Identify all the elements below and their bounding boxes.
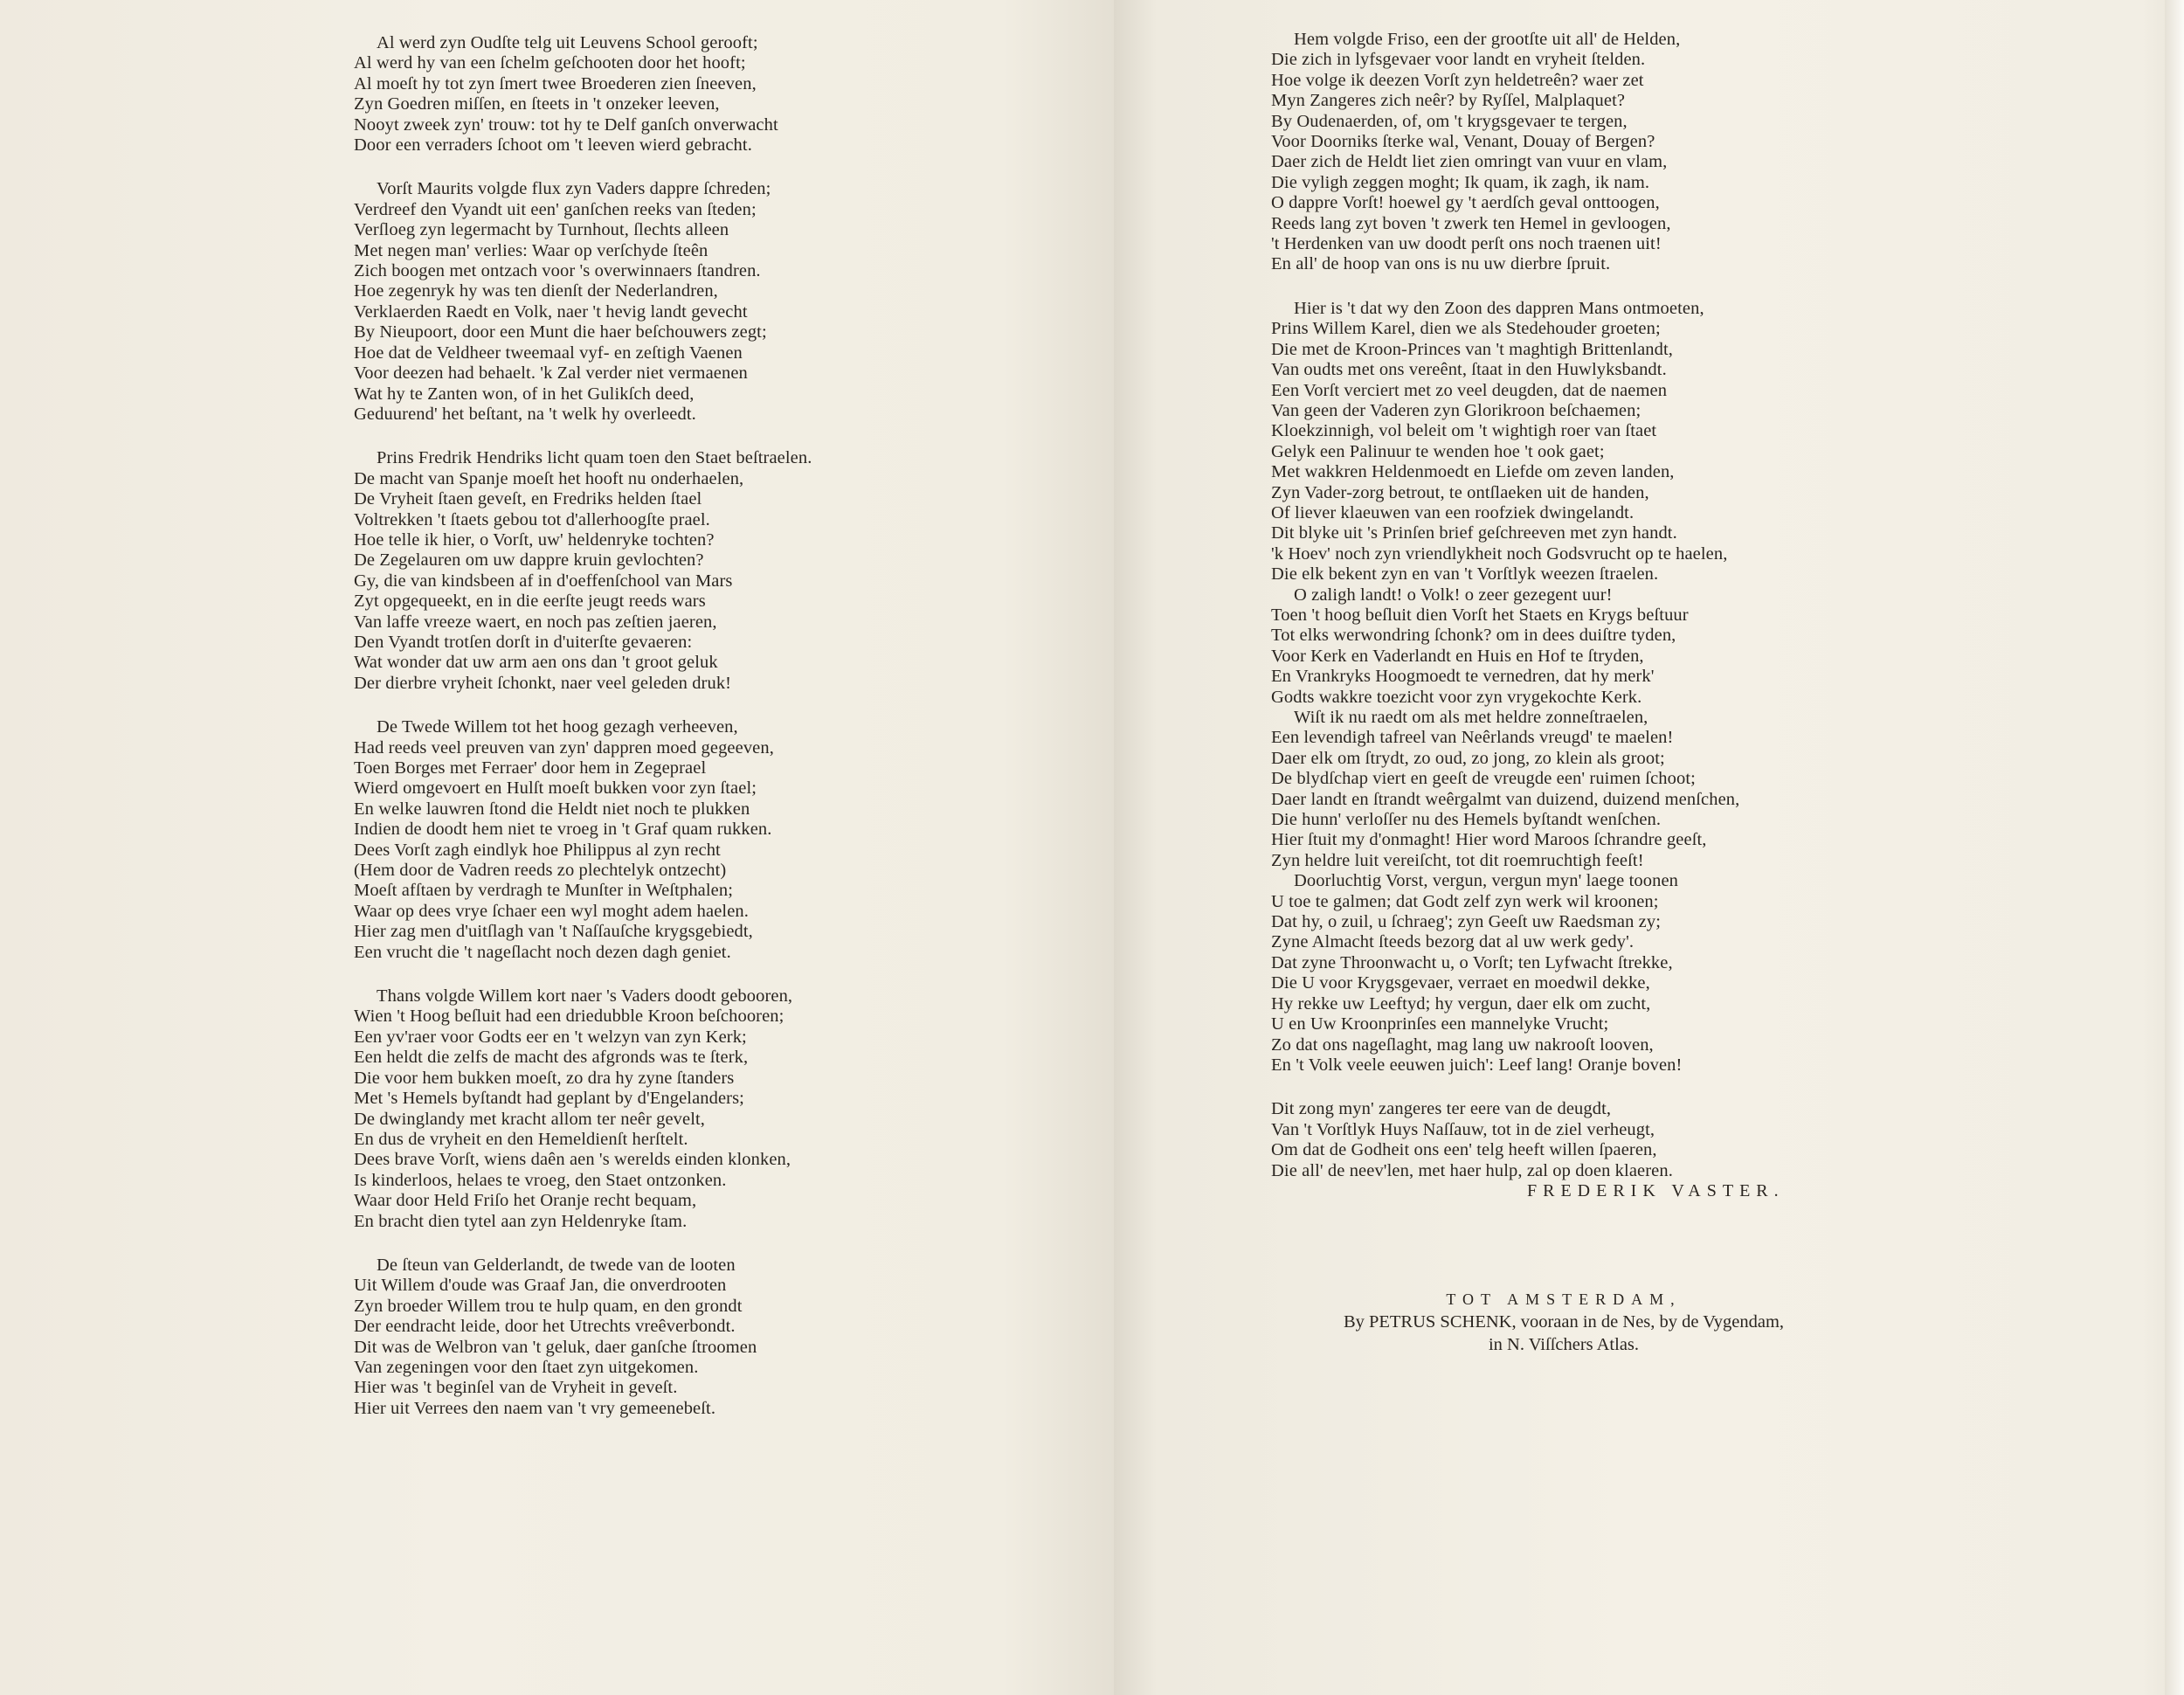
poem-line: Al werd zyn Oudſte telg uit Leuvens School gerooft;: [377, 33, 758, 52]
poem-line: Dees brave Vorſt, wiens daên aen 's werelds einden klonken,: [354, 1150, 791, 1170]
stanza: [1271, 1099, 1830, 1181]
poem-line: O dappre Vorſt! hoewel gy 't aerdſch geval onttoogen,: [1271, 193, 1660, 213]
poem-line: (Hem door de Vadren reeds zo plechtelyk ontzecht): [354, 861, 727, 881]
poem-line: O zaligh landt! o Volk! o zeer gezegent uur!: [1294, 585, 1613, 605]
poem-line: Gy, die van kindsbeen af in d'oeffenſchool van Mars: [354, 571, 733, 591]
poem-line: Door een verraders ſchoot om 't leeven wierd gebracht.: [354, 135, 752, 156]
poem-line: Der dierbre vryheit ſchonkt, naer veel geleden druk!: [354, 673, 732, 693]
poem-line: Geduurend' het beſtant, na 't welk hy overleedt.: [354, 404, 696, 424]
poem-line: Zyt opgequeekt, en in die eerſte jeugt reeds wars: [354, 592, 706, 612]
poem-line: En all' de hoop van ons is nu uw dierbre ſpruit.: [1271, 254, 1611, 274]
poem-line: Doorluchtig Vorst, vergun, vergun myn' laege toonen: [1294, 871, 1678, 891]
poem-line: Van geen der Vaderen zyn Glorikroon beſchaemen;: [1271, 400, 1641, 420]
poem-line: Die met de Kroon-Princes van 't maghtigh Brittenlandt,: [1271, 339, 1673, 359]
author-signature: FREDERIK VASTER.: [1527, 1181, 1785, 1200]
poem-line: Verdreef den Vyandt uit een' ganſchen reeks van ſteden;: [354, 199, 757, 219]
poem-line: Waar door Held Friſo het Oranje recht bequam,: [354, 1191, 697, 1211]
poem-line: Wat wonder dat uw arm aen ons dan 't groot geluk: [354, 653, 718, 673]
stanza: [1271, 30, 1830, 275]
poem-line: Der eendracht leide, door het Utrechts vreêverbondt.: [354, 1317, 736, 1337]
poem-line: U en Uw Kroonprinſes een mannelyke Vrucht;: [1271, 1014, 1609, 1034]
poem-line: Waar op dees vrye ſchaer een wyl moght adem haelen.: [354, 901, 749, 921]
stanza: [354, 1256, 895, 1419]
poem-line: Een heldt die zelfs de macht des afgronds was te ſterk,: [354, 1048, 749, 1068]
poem-line: En dus de vryheit en den Hemeldienſt herſtelt.: [354, 1129, 688, 1149]
poem-line: Dat hy, o zuil, u ſchraeg'; zyn Geeſt uw Raedsman zy;: [1271, 912, 1661, 932]
poem-line: Van 't Vorſtlyk Huys Naſſauw, tot in de ziel verheugt,: [1271, 1119, 1655, 1139]
poem-line: En bracht dien tytel aan zyn Heldenryke ſtam.: [354, 1211, 688, 1231]
poem-line: Daer elk om ſtrydt, zo oud, zo jong, zo klein als groot;: [1271, 748, 1665, 768]
poem-line: De dwinglandy met kracht allom ter neêr gevelt,: [354, 1109, 706, 1129]
poem-line: De Twede Willem tot het hoog gezagh verheeven,: [377, 717, 738, 737]
poem-line: 'k Hoev' noch zyn vriendlykheit noch Godsvrucht op te haelen,: [1271, 543, 1728, 564]
poem-line: Voltrekken 't ſtaets gebou tot d'allerhoogſte prael.: [354, 509, 710, 529]
poem-line: En 't Volk veele eeuwen juich': Leef lang! Oranje boven!: [1271, 1055, 1683, 1075]
poem-line: Hier zag men d'uitſlagh van 't Naſſauſche krygsgebiedt,: [354, 922, 753, 942]
poem-line: Die vyligh zeggen moght; Ik quam, ik zagh, ik nam.: [1271, 172, 1650, 192]
poem-line: Godts wakkre toezicht voor zyn vrygekochte Kerk.: [1271, 687, 1642, 707]
poem-line: Verſloeg zyn legermacht by Turnhout, ſlechts alleen: [354, 220, 729, 240]
stanza: [1271, 708, 1830, 871]
poem-line: Hoe telle ik hier, o Vorſt, uw' heldenryke tochten?: [354, 529, 715, 550]
poem-line: Die voor hem bukken moeſt, zo dra hy zyne ſtanders: [354, 1068, 735, 1088]
poem-line: Van zegeningen voor den ſtaet zyn uitgekomen.: [354, 1357, 699, 1377]
stanza: [1271, 585, 1830, 708]
poem-line: Een Vorſt verciert met zo veel deugden, dat de naemen: [1271, 380, 1668, 400]
poem-line: Voor Kerk en Vaderlandt en Huis en Hof te ſtryden,: [1271, 646, 1644, 666]
poem-line: Daer landt en ſtrandt weêrgalmt van duizend, duizend menſchen,: [1271, 789, 1740, 809]
poem-line: Reeds lang zyt boven 't zwerk ten Hemel in gevloogen,: [1271, 213, 1671, 233]
poem-line: Tot elks werwondring ſchonk? om in dees duiſtre tyden,: [1271, 626, 1676, 646]
poem-line: Zyn Vader-zorg betrout, te ontſlaeken uit de handen,: [1271, 482, 1649, 502]
poem-line: Indien de doodt hem niet te vroeg in 't Graf quam rukken.: [354, 820, 772, 840]
left-poem-column: [354, 33, 895, 1419]
right-poem-column: [1271, 30, 1830, 1181]
poem-line: Nooyt zweek zyn' trouw: tot hy te Delf ganſch onverwacht: [354, 114, 778, 135]
poem-line: Thans volgde Willem kort naer 's Vaders doodt gebooren,: [377, 986, 793, 1007]
poem-line: Moeſt afſtaen by verdragh te Munſter in Weſtphalen;: [354, 881, 734, 901]
poem-line: Daer zich de Heldt liet zien omringt van vuur en vlam,: [1271, 152, 1668, 172]
poem-line: Die all' de neev'len, met haer hulp, zal op doen klaeren.: [1271, 1160, 1673, 1180]
stanza: [354, 448, 895, 694]
poem-line: Kloekzinnigh, vol beleit om 't wightigh roer van ſtaet: [1271, 421, 1657, 441]
poem-line: De blydſchap viert en geeſt de vreugde een' ruimen ſchoot;: [1271, 769, 1696, 789]
poem-line: Van oudts met ons vereênt, ſtaat in den Huwlyksbandt.: [1271, 360, 1667, 380]
poem-line: Hoe dat de Veldheer tweemaal vyf- en zeſtigh Vaenen: [354, 342, 743, 363]
poem-line: De Vryheit ſtaen geveſt, en Fredriks helden ſtael: [354, 489, 702, 509]
poem-line: Vorſt Maurits volgde flux zyn Vaders dappre ſchreden;: [377, 179, 771, 199]
stanza: [1271, 299, 1830, 585]
poem-line: Zyn heldre luit vereiſcht, tot dit roemruchtigh feeſt!: [1271, 850, 1644, 870]
poem-line: Wiſt ik nu raedt om als met heldre zonneſtraelen,: [1294, 708, 1648, 727]
poem-line: Den Vyandt trotſen dorſt in d'uiterſte gevaeren:: [354, 632, 693, 652]
imprint-location: in N. Viſſchers Atlas.: [1488, 1335, 1640, 1354]
poem-line: 't Herdenken van uw doodt perſt ons noch traenen uit!: [1271, 234, 1662, 254]
poem-line: Met negen man' verlies: Waar op verſchyde ſteên: [354, 240, 708, 260]
poem-line: Die zich in lyfsgevaer voor landt en vryheit ſtelden.: [1271, 50, 1646, 70]
poem-line: Hier ſtuit my d'onmaght! Hier word Maroos ſchrandre geeſt,: [1271, 830, 1707, 850]
poem-line: De ſteun van Gelderlandt, de twede van de looten: [377, 1255, 736, 1275]
poem-line: Een yv'raer voor Godts eer en 't welzyn van zyn Kerk;: [354, 1027, 747, 1047]
poem-line: Een levendigh tafreel van Neêrlands vreugd' te maelen!: [1271, 728, 1674, 748]
poem-line: En welke lauwren ſtond die Heldt niet noch te plukken: [354, 799, 750, 819]
poem-line: Of liever klaeuwen van een roofziek dwingelandt.: [1271, 502, 1635, 522]
poem-line: Wierd omgevoert en Hulſt moeſt bukken voor zyn ſtael;: [354, 778, 757, 799]
stanza: [354, 986, 895, 1232]
poem-line: Wien 't Hoog beſluit had een driedubble Kroon beſchooren;: [354, 1007, 784, 1027]
poem-line: Om dat de Godheit ons een' telg heeft willen ſpaeren,: [1271, 1140, 1657, 1160]
poem-line: De macht van Spanje moeſt het hooft nu onderhaelen,: [354, 468, 744, 488]
poem-line: By Nieupoort, door een Munt die haer beſchouwers zegt;: [354, 322, 767, 342]
poem-line: Hy rekke uw Leeftyd; hy vergun, daer elk om zucht,: [1271, 993, 1651, 1014]
poem-line: Hoe zegenryk hy was ten dienſt der Nederlandren,: [354, 281, 718, 301]
stanza: [1271, 871, 1830, 1076]
poem-line: By Oudenaerden, of, om 't krygsgevaer te tergen,: [1271, 111, 1628, 131]
poem-line: Hoe volge ik deezen Vorſt zyn heldetreên? waer zet: [1271, 70, 1644, 90]
poem-line: Die elk bekent zyn en van 't Vorſtlyk weezen ſtraelen.: [1271, 564, 1659, 585]
publisher-imprint: [1275, 1288, 1852, 1356]
poem-line: Dees Vorſt zagh eindlyk hoe Philippus al zyn recht: [354, 840, 721, 860]
poem-line: Zich boogen met ontzach voor 's overwinnaers ſtandren.: [354, 261, 761, 281]
poem-line: Die hunn' verloſſer nu des Hemels byſtandt wenſchen.: [1271, 810, 1662, 830]
poem-line: Dit zong myn' zangeres ter eere van de deugdt,: [1271, 1099, 1612, 1119]
poem-line: De Zegelauren om uw dappre kruin gevlochten?: [354, 550, 704, 571]
poem-line: U toe te galmen; dat Godt zelf zyn werk wil kroonen;: [1271, 891, 1659, 911]
poem-line: Met 's Hemels byſtandt had geplant by d'Engelanders;: [354, 1089, 744, 1109]
poem-line: Prins Willem Karel, dien we als Stedehouder groeten;: [1271, 319, 1661, 339]
poem-line: Zo dat ons nageſlaght, mag lang uw nakrooſt looven,: [1271, 1034, 1654, 1055]
page-edge: [2165, 0, 2184, 1695]
poem-line: Toen Borges met Ferraer' door hem in Zegeprael: [354, 758, 707, 778]
poem-line: Verklaerden Raedt en Volk, naer 't hevig landt gevecht: [354, 301, 748, 322]
poem-line: Dat zyne Throonwacht u, o Vorſt; ten Lyfwacht ſtrekke,: [1271, 952, 1673, 972]
stanza: [354, 179, 895, 425]
imprint-publisher: By PETRUS SCHENK, vooraan in de Nes, by de Vygendam,: [1343, 1312, 1785, 1332]
imprint-place: TOT AMSTERDAM,: [1446, 1290, 1682, 1308]
poem-line: Dit was de Welbron van 't geluk, daer ganſche ſtroomen: [354, 1337, 757, 1357]
poem-line: Die U voor Krygsgevaer, verraet en moedwil dekke,: [1271, 973, 1650, 993]
poem-line: Toen 't hoog beſluit dien Vorſt het Staets en Krygs beſtuur: [1271, 605, 1689, 625]
poem-line: Gelyk een Palinuur te wenden hoe 't ook gaet;: [1271, 441, 1605, 461]
poem-line: Hem volgde Friso, een der grootſte uit all' de Helden,: [1294, 30, 1681, 49]
poem-line: Hier uit Verrees den naem van 't vry gemeenebeſt.: [354, 1398, 716, 1418]
poem-line: Een vrucht die 't nageſlacht noch dezen dagh geniet.: [354, 942, 731, 962]
stanza: [354, 717, 895, 963]
poem-line: Zyn broeder Willem trou te hulp quam, en den grondt: [354, 1296, 743, 1316]
poem-line: Met wakkren Heldenmoedt en Liefde om zeven landen,: [1271, 462, 1675, 482]
poem-line: Van laffe vreeze waert, en noch pas zeſtien jaeren,: [354, 612, 717, 632]
poem-line: Hier was 't beginſel van de Vryheit in geveſt.: [354, 1378, 678, 1398]
poem-line: Is kinderloos, helaes te vroeg, den Staet ontzonken.: [354, 1170, 727, 1190]
poem-line: Voor Doorniks ſterke wal, Venant, Douay of Bergen?: [1271, 132, 1655, 152]
poem-line: Zyn Goedren miſſen, en ſteets in 't onzeker leeven,: [354, 94, 720, 114]
poem-line: Zyne Almacht ſteeds bezorg dat al uw werk gedy'.: [1271, 932, 1635, 952]
poem-line: Al moeſt hy tot zyn ſmert twee Broederen zien ſneeven,: [354, 73, 757, 93]
poem-line: Dit blyke uit 's Prinſen brief geſchreeven met zyn handt.: [1271, 523, 1677, 543]
poem-line: Uit Willem d'oude was Graaf Jan, die onverdrooten: [354, 1276, 727, 1296]
poem-line: Al werd hy van een ſchelm geſchooten door het hooft;: [354, 53, 746, 73]
poem-line: Hier is 't dat wy den Zoon des dappren Mans ontmoeten,: [1294, 298, 1704, 318]
poem-line: Prins Fredrik Hendriks licht quam toen den Staet beſtraelen.: [377, 448, 812, 468]
poem-line: Voor deezen had behaelt. 'k Zal verder niet vermaenen: [354, 363, 748, 384]
poem-line: En Vrankryks Hoogmoedt te vernedren, dat hy merk': [1271, 667, 1655, 687]
stanza: [354, 33, 895, 156]
poem-line: Had reeds veel preuven van zyn' dappren moed gegeeven,: [354, 737, 774, 758]
poem-line: Wat hy te Zanten won, of in het Gulikſch deed,: [354, 384, 695, 404]
poem-line: Myn Zangeres zich neêr? by Ryſſel, Malplaquet?: [1271, 91, 1626, 111]
